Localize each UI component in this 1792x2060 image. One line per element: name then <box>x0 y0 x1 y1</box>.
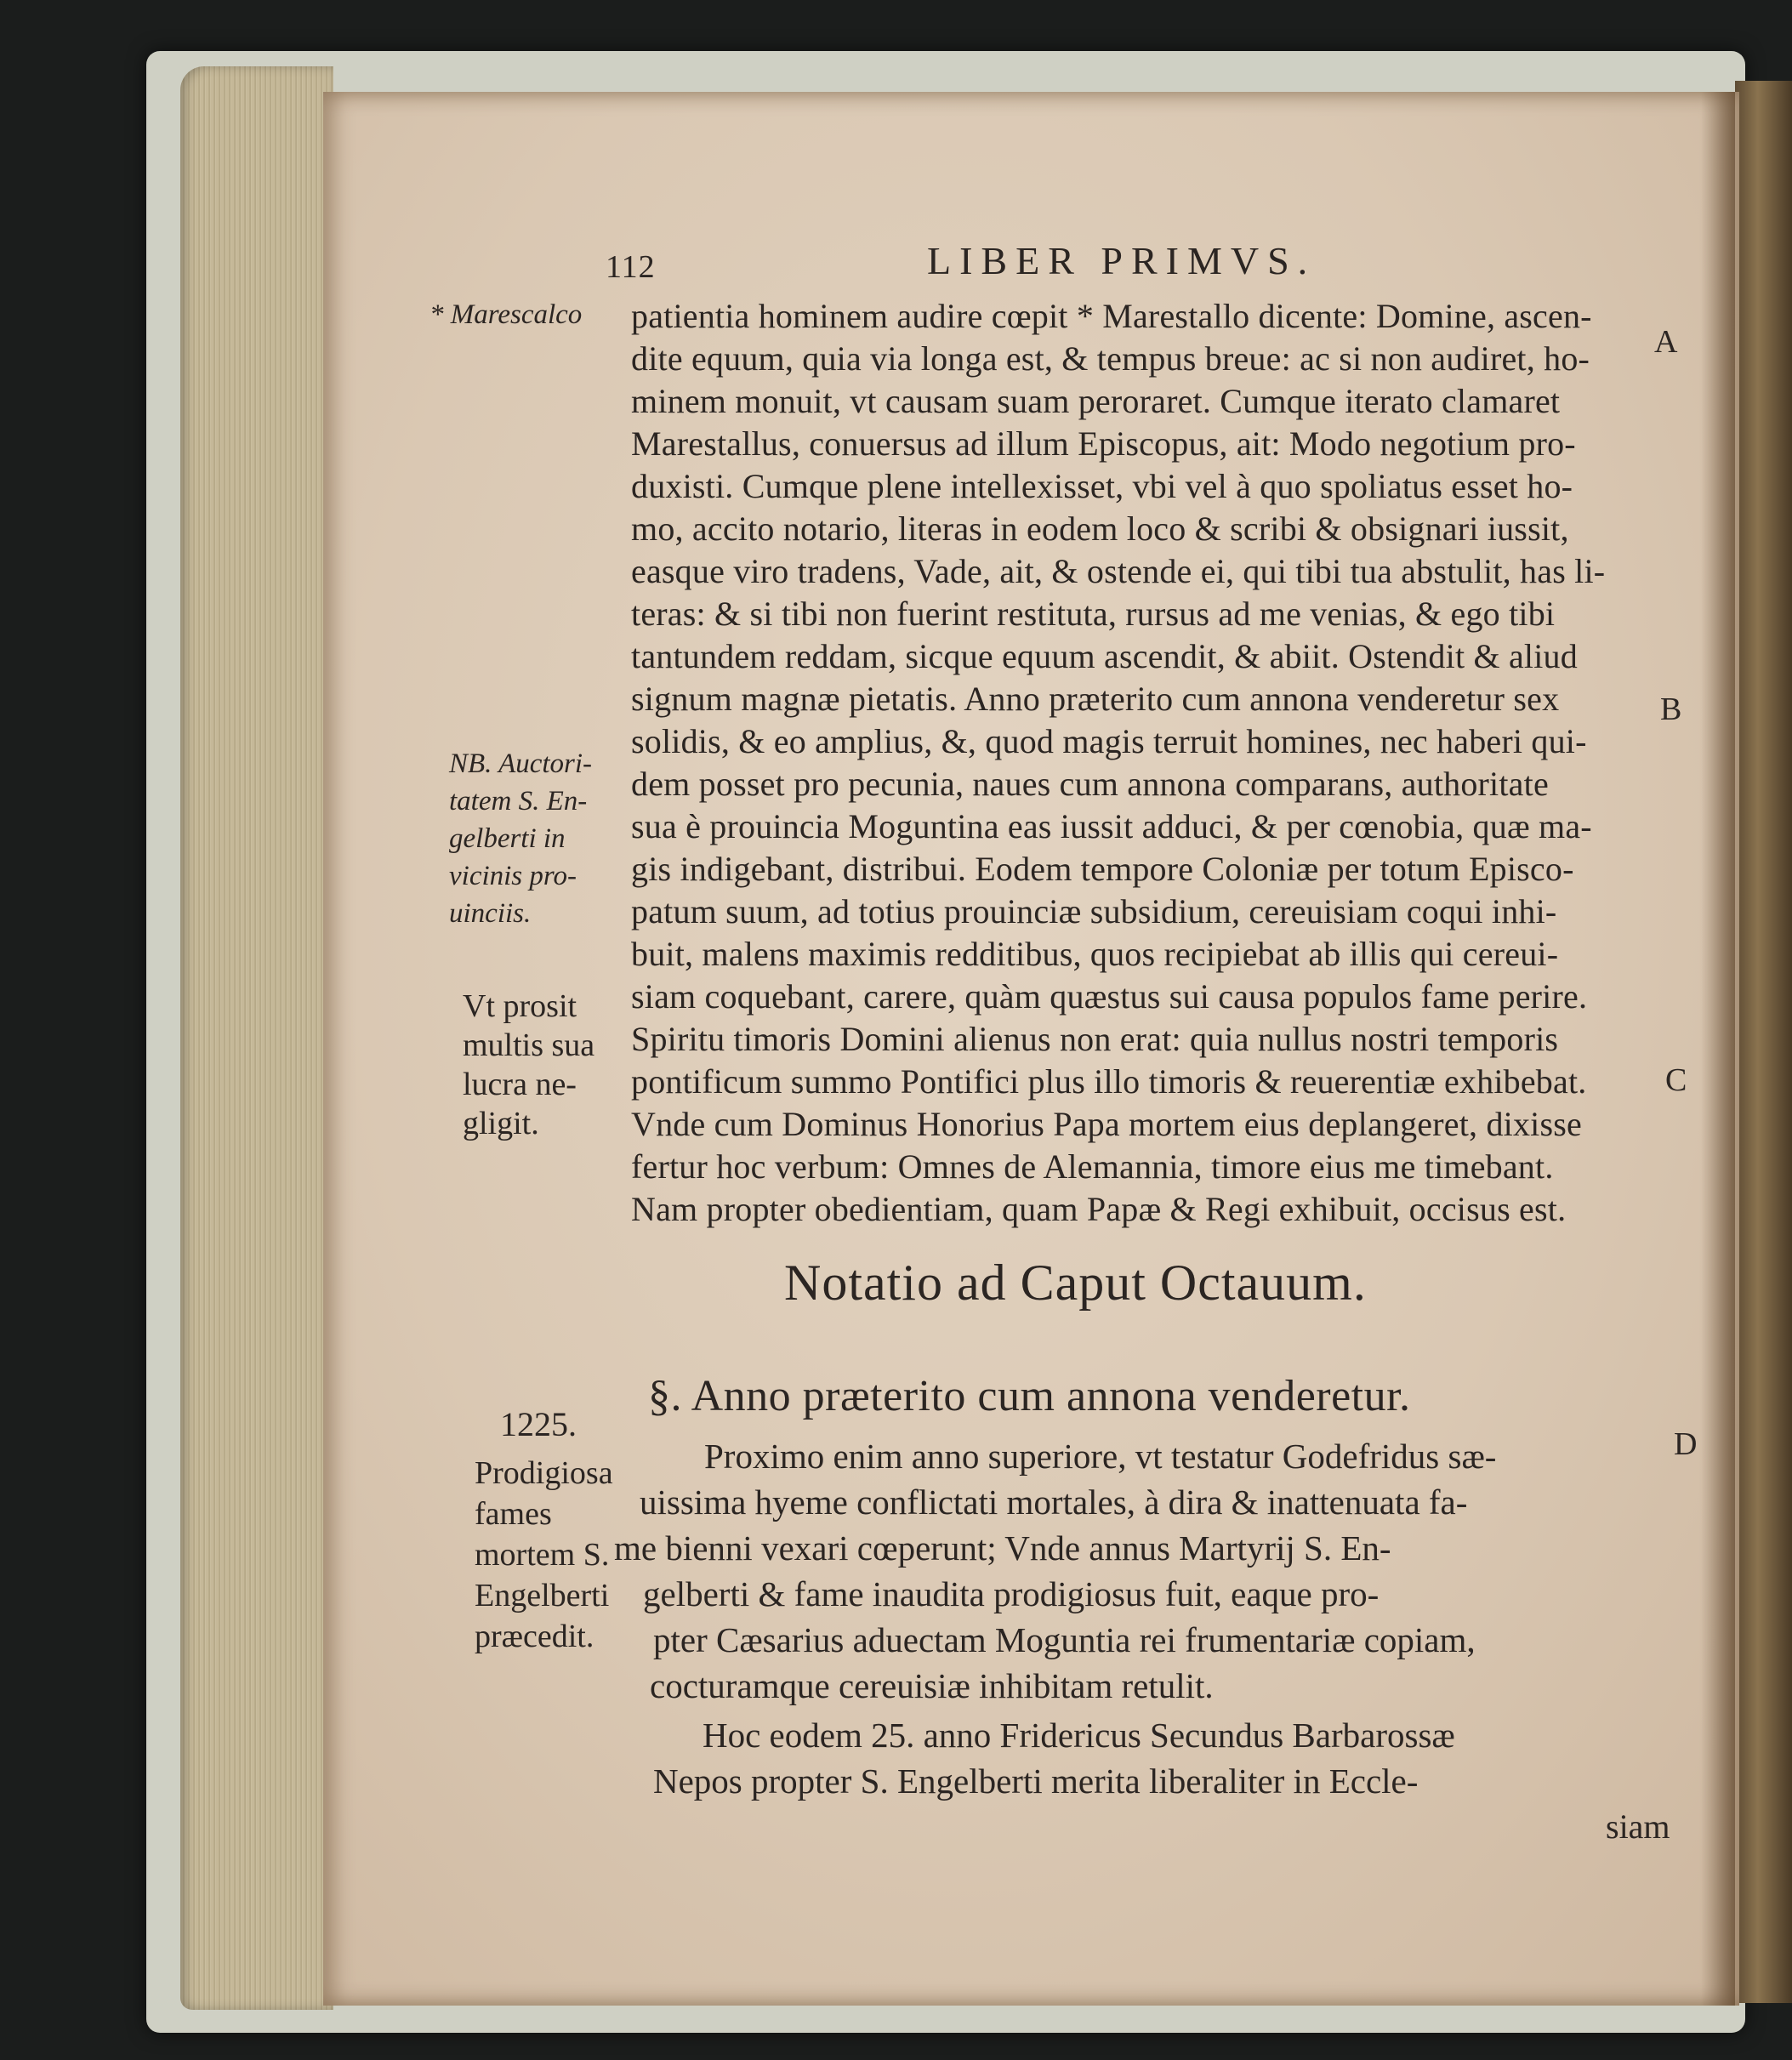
body-line: Vnde cum Dominus Honorius Papa mortem eius deplangeret, dixisse <box>631 1105 1582 1143</box>
body-line: Spiritu timoris Domini alienus non erat: quia nullus nostri temporis <box>631 1020 1559 1058</box>
sidenote-line: Vt prosit <box>463 988 577 1024</box>
page-block-edge <box>180 66 333 2010</box>
sidenote-year: 1225. <box>500 1405 577 1443</box>
body-line: sua è prouincia Moguntina eas iussit adduci, & per cœnobia, quæ ma- <box>631 807 1592 845</box>
notatio-line: uissima hyeme conflictati mortales, à dira & inattenuata fa- <box>640 1482 1468 1522</box>
sidenote-line: lucra ne- <box>463 1067 577 1102</box>
margin-letter-c: C <box>1665 1062 1687 1098</box>
sidenote-nb <box>449 745 592 932</box>
body-line: gis indigebant, distribui. Eodem tempore Coloniæ per totum Episco- <box>631 850 1574 888</box>
margin-letter-b: B <box>1660 691 1682 727</box>
body-line: patientia hominem audire cœpit * Marestallo dicente: Domine, ascen- <box>631 297 1592 335</box>
catchword: siam <box>1606 1807 1670 1846</box>
body-line: easque viro tradens, Vade, ait, & ostende ei, qui tibi tua abstulit, has li- <box>631 552 1606 590</box>
notatio-line: me bienni vexari cœperunt; Vnde annus Martyrij S. En- <box>614 1528 1391 1568</box>
body-line: teras: & si tibi non fuerint restituta, rursus ad me venias, & ego tibi <box>631 595 1556 633</box>
sidenote-line: mortem S. <box>475 1537 610 1573</box>
sidenote-line: fames <box>475 1496 552 1532</box>
sidenote-line: tatem S. En- <box>449 786 588 817</box>
page-gutter <box>1701 92 1735 2006</box>
margin-letter-d: D <box>1674 1426 1698 1462</box>
notatio-line: Proximo enim anno superiore, vt testatur Godefridus sæ- <box>704 1437 1497 1476</box>
notatio-line: cocturamque cereuisiæ inhibitam retulit. <box>650 1666 1214 1705</box>
body-line: signum magnæ pietatis. Anno præterito cum annona venderetur sex <box>631 680 1560 718</box>
sidenote-marescalco: * Marescalco <box>430 299 583 330</box>
sidenote-line: multis sua <box>463 1027 595 1063</box>
body-line: Marestallus, conuersus ad illum Episcopus, ait: Modo negotium pro- <box>631 424 1576 463</box>
body-line: duxisti. Cumque plene intellexisset, vbi vel à quo spoliatus esset ho- <box>631 467 1573 505</box>
sidenote-line: vicinis pro- <box>449 861 577 891</box>
sidenote-line: præcedit. <box>475 1619 594 1654</box>
body-line: siam coquebant, carere, quàm quæstus sui causa populos fame perire. <box>631 977 1588 1016</box>
running-head: LIBER PRIMVS. <box>927 239 1317 282</box>
page-number: 112 <box>606 249 656 285</box>
section-heading: Notatio ad Caput Octauum. <box>784 1255 1367 1311</box>
notatio-line: pter Cæsarius aduectam Moguntia rei frumentariæ copiam, <box>653 1620 1476 1659</box>
notatio-line: gelberti & fame inaudita prodigiosus fuit, eaque pro- <box>643 1574 1380 1613</box>
body-line: patum suum, ad totius prouinciæ subsidium, cereuisiam coqui inhi- <box>631 892 1557 930</box>
body-line: solidis, & eo amplius, &, quod magis terruit homines, nec haberi qui- <box>631 722 1587 760</box>
sidenote-line: uinciis. <box>449 898 532 929</box>
notatio-line: Nepos propter S. Engelberti merita liberaliter in Eccle- <box>653 1761 1419 1801</box>
section-subheading: §. Anno præterito cum annona venderetur. <box>648 1372 1411 1420</box>
sidenote-line: gligit. <box>463 1106 539 1141</box>
body-line: dem posset pro pecunia, naues cum annona comparans, authoritate <box>631 765 1549 803</box>
body-line: dite equum, quia via longa est, & tempus breue: ac si non audiret, ho- <box>631 339 1590 378</box>
body-line: tantundem reddam, sicque equum ascendit, & abiit. Ostendit & aliud <box>631 637 1578 675</box>
sidenote-line: NB. Auctori- <box>449 748 593 779</box>
notatio-line: Hoc eodem 25. anno Fridericus Secundus Barbarossæ <box>703 1716 1455 1755</box>
body-line: mo, accito notario, literas in eodem loco & scribi & obsignari iussit, <box>631 509 1569 548</box>
body-line: Nam propter obedientiam, quam Papæ & Regi exhibuit, occisus est. <box>631 1190 1567 1228</box>
body-line: fertur hoc verbum: Omnes de Alemannia, timore eius me timebant. <box>631 1147 1554 1186</box>
sidenote-line: Engelberti <box>475 1578 610 1613</box>
sidenote-line: gelberti in <box>449 823 566 854</box>
facing-page-edge <box>1735 81 1792 2003</box>
body-line: pontificum summo Pontifici plus illo timoris & reuerentiæ exhibebat. <box>631 1062 1587 1101</box>
sidenote-vt-prosit <box>463 987 594 1143</box>
body-line: minem monuit, vt causam suam peroraret. Cumque iterato clamaret <box>631 382 1561 420</box>
margin-letter-a: A <box>1654 324 1678 360</box>
sidenote-line: Prodigiosa <box>475 1455 613 1491</box>
sidenote-prodigiosa <box>475 1453 613 1657</box>
body-line: buit, malens maximis redditibus, quos recipiebat ab illis qui cereui- <box>631 935 1559 973</box>
